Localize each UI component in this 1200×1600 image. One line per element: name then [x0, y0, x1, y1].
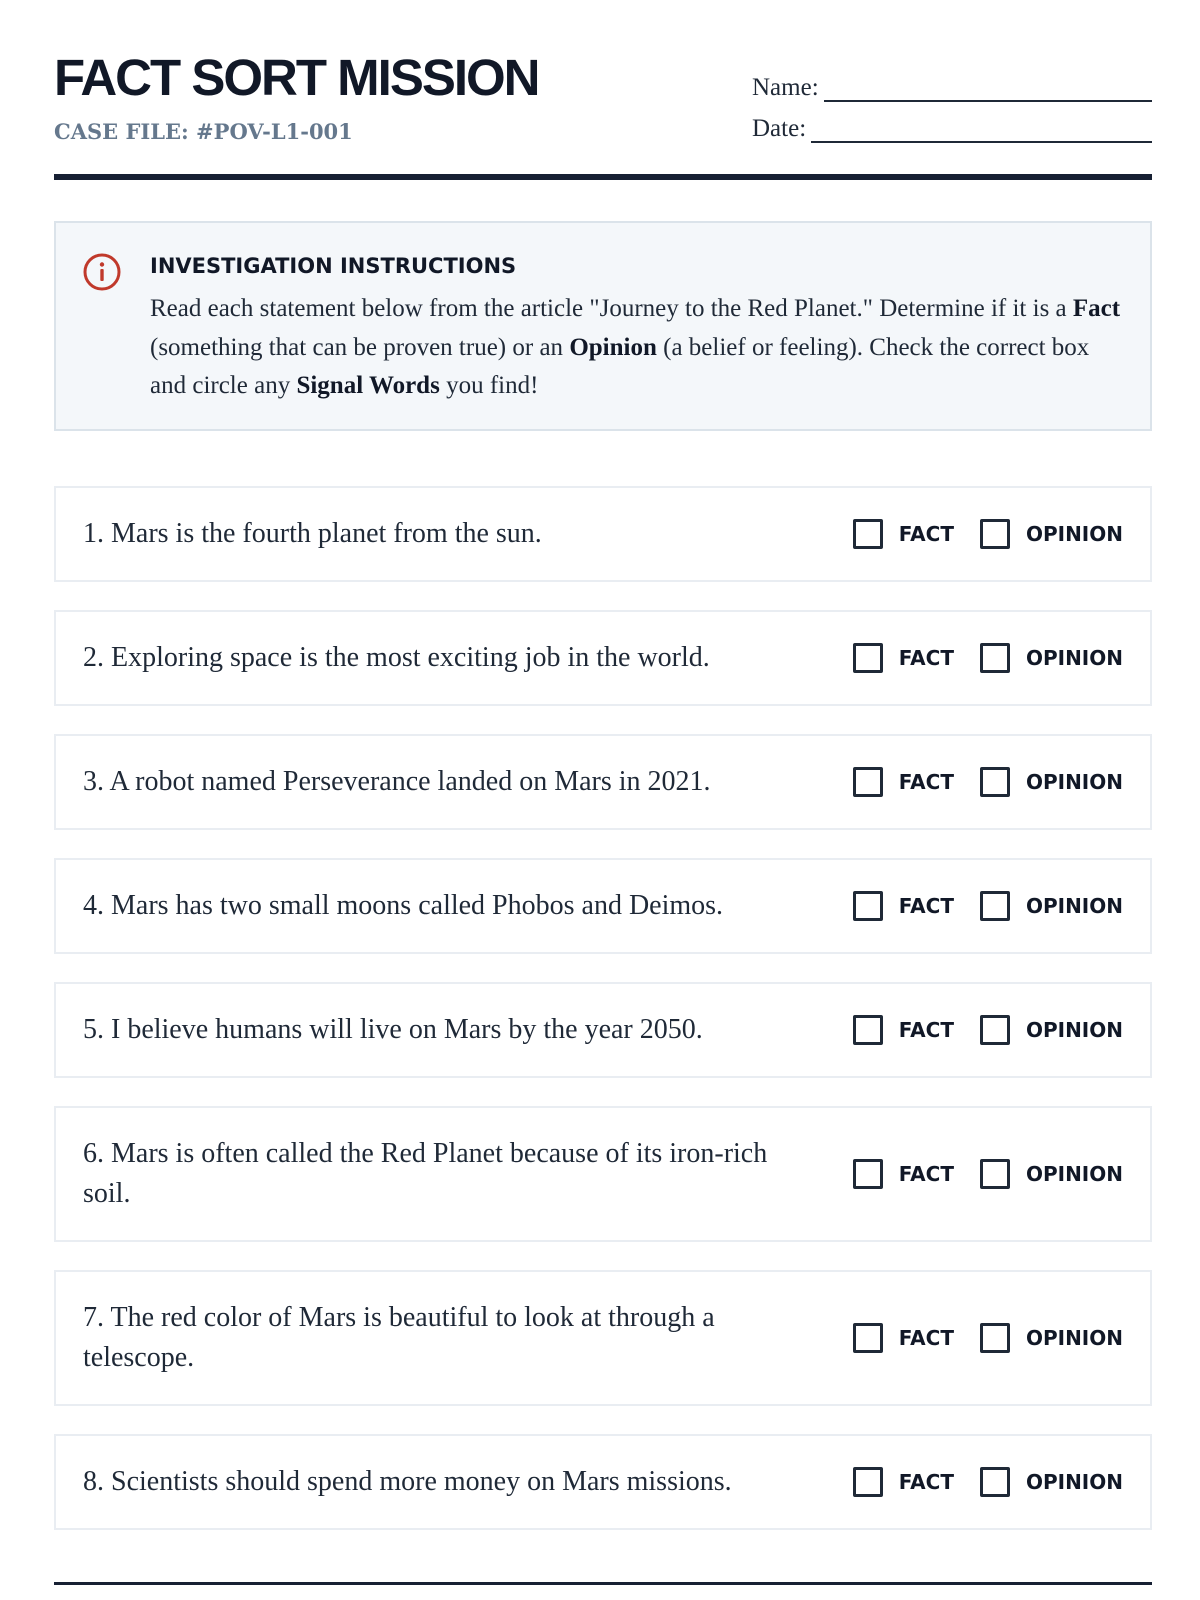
fact-label: FACT	[898, 1018, 954, 1042]
date-field[interactable]	[752, 115, 1152, 143]
opinion-checkbox[interactable]	[980, 1015, 1010, 1045]
fact-label: FACT	[898, 770, 954, 794]
fact-option[interactable]	[853, 1467, 954, 1497]
statement-text: 1. Mars is the fourth planet from the sun.	[83, 518, 542, 549]
fact-checkbox[interactable]	[853, 519, 883, 549]
instructions-title: INVESTIGATION INSTRUCTIONS	[150, 254, 517, 278]
statement-row	[54, 1434, 1152, 1530]
statement-text: 8. Scientists should spend more money on Mars missions.	[83, 1466, 732, 1497]
statement-text: 3. A robot named Perseverance landed on Mars in 2021.	[83, 766, 711, 797]
opinion-label: OPINION	[1025, 522, 1123, 546]
fact-checkbox[interactable]	[853, 767, 883, 797]
case-file-id: CASE FILE: #POV-L1-001	[54, 119, 353, 144]
opinion-option[interactable]	[980, 767, 1123, 797]
statement-row	[54, 734, 1152, 830]
fact-label: FACT	[898, 1470, 954, 1494]
statement-text: 2. Exploring space is the most exciting job in the world.	[83, 642, 710, 673]
answer-choices	[853, 1467, 1123, 1497]
instructions-text-part: Read each statement below from the article "Journey to the Red Planet." Determine if it is a	[150, 295, 1073, 322]
fact-label: FACT	[898, 1162, 954, 1186]
fact-checkbox[interactable]	[853, 1015, 883, 1045]
fact-option[interactable]	[853, 767, 954, 797]
name-label: Name:	[752, 74, 819, 101]
date-label: Date:	[752, 115, 807, 142]
answer-choices	[853, 767, 1123, 797]
statement-row	[54, 1270, 1152, 1406]
footer-divider	[54, 1582, 1152, 1585]
opinion-checkbox[interactable]	[980, 1159, 1010, 1189]
opinion-checkbox[interactable]	[980, 643, 1010, 673]
header	[54, 0, 1152, 180]
fact-checkbox[interactable]	[853, 1159, 883, 1189]
fact-checkbox[interactable]	[853, 891, 883, 921]
statement-text: 5. I believe humans will live on Mars by the year 2050.	[83, 1014, 703, 1045]
opinion-label: OPINION	[1025, 646, 1123, 670]
statement-row	[54, 1106, 1152, 1242]
fact-option[interactable]	[853, 1015, 954, 1045]
opinion-label: OPINION	[1025, 770, 1123, 794]
fact-checkbox[interactable]	[853, 1323, 883, 1353]
fact-label: FACT	[898, 894, 954, 918]
instructions-text-part: (something that can be proven true) or an	[150, 333, 570, 361]
opinion-label: OPINION	[1025, 1018, 1123, 1042]
opinion-option[interactable]	[980, 1159, 1123, 1189]
opinion-checkbox[interactable]	[980, 519, 1010, 549]
answer-choices	[853, 1015, 1123, 1045]
page-title: FACT SORT MISSION	[54, 49, 539, 106]
fact-label: FACT	[898, 646, 954, 670]
instructions-text	[150, 290, 1125, 406]
opinion-option[interactable]	[980, 1323, 1123, 1353]
opinion-label: OPINION	[1025, 1470, 1123, 1494]
opinion-option[interactable]	[980, 643, 1123, 673]
opinion-option[interactable]	[980, 1015, 1123, 1045]
opinion-checkbox[interactable]	[980, 1323, 1010, 1353]
opinion-checkbox[interactable]	[980, 891, 1010, 921]
statement-row	[54, 610, 1152, 706]
opinion-option[interactable]	[980, 891, 1123, 921]
fact-option[interactable]	[853, 891, 954, 921]
statement-row	[54, 486, 1152, 582]
statement-row	[54, 982, 1152, 1078]
name-field[interactable]	[752, 74, 1152, 102]
fact-checkbox[interactable]	[853, 1467, 883, 1497]
fact-keyword: Fact	[1072, 295, 1121, 322]
fact-option[interactable]	[853, 1323, 954, 1353]
signal-words-keyword: Signal Words	[296, 372, 440, 399]
instructions-panel	[54, 221, 1152, 431]
opinion-label: OPINION	[1025, 1162, 1123, 1186]
info-icon	[82, 252, 122, 292]
fact-option[interactable]	[853, 643, 954, 673]
answer-choices	[853, 891, 1123, 921]
fact-label: FACT	[898, 522, 954, 546]
opinion-checkbox[interactable]	[980, 767, 1010, 797]
statement-text: 7. The red color of Mars is beautiful to look at through a telescope.	[83, 1302, 715, 1373]
worksheet	[54, 0, 1152, 1497]
answer-choices	[853, 643, 1123, 673]
fact-option[interactable]	[853, 519, 954, 549]
name-line[interactable]	[824, 79, 1152, 102]
statement-row	[54, 858, 1152, 954]
date-line[interactable]	[811, 120, 1152, 143]
fact-label: FACT	[898, 1326, 954, 1350]
instructions-text-part: (a belief or feeling). Check the correct box and circle any	[150, 333, 1090, 399]
opinion-option[interactable]	[980, 519, 1123, 549]
instructions-text-part: you find!	[439, 372, 539, 399]
opinion-label: OPINION	[1025, 894, 1123, 918]
statement-text: 6. Mars is often called the Red Planet because of its iron-rich soil.	[83, 1138, 768, 1209]
statement-text: 4. Mars has two small moons called Phobos and Deimos.	[83, 890, 724, 921]
opinion-option[interactable]	[980, 1467, 1123, 1497]
opinion-keyword: Opinion	[569, 333, 657, 361]
fact-option[interactable]	[853, 1159, 954, 1189]
opinion-label: OPINION	[1025, 1326, 1123, 1350]
answer-choices	[853, 519, 1123, 549]
opinion-checkbox[interactable]	[980, 1467, 1010, 1497]
answer-choices	[853, 1159, 1123, 1189]
fact-checkbox[interactable]	[853, 643, 883, 673]
answer-choices	[853, 1323, 1123, 1353]
